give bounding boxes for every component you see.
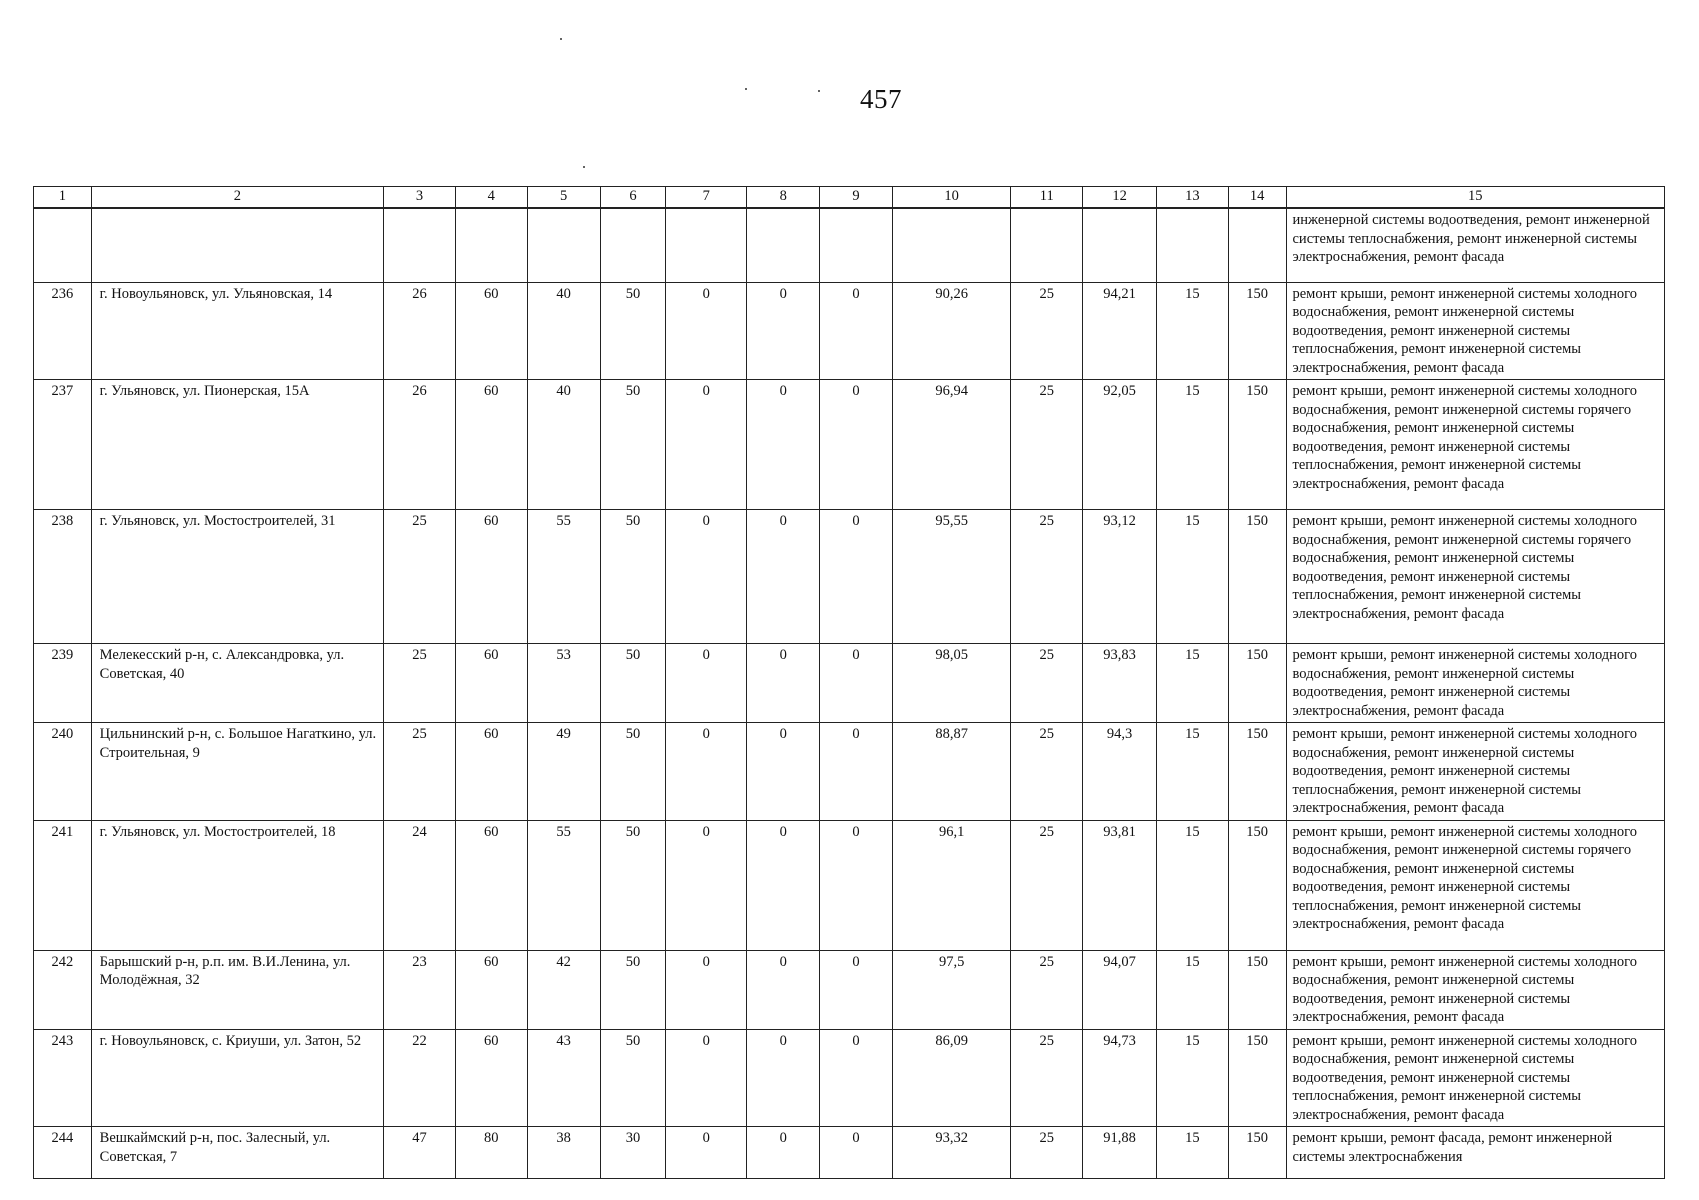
value-cell: 0 (747, 1029, 820, 1127)
value-cell: 0 (820, 820, 893, 950)
value-cell (1157, 208, 1229, 282)
address-cell: г. Ульяновск, ул. Пионерская, 15А (91, 380, 383, 510)
value-cell: 150 (1228, 644, 1286, 723)
value-cell: 50 (600, 510, 666, 644)
value-cell: 0 (820, 1127, 893, 1179)
value-cell: 60 (455, 282, 527, 380)
value-cell: 150 (1228, 1029, 1286, 1127)
scan-speck (745, 88, 747, 90)
row-number-cell: 242 (34, 950, 92, 1029)
row-number-cell: 237 (34, 380, 92, 510)
value-cell: 15 (1157, 380, 1229, 510)
value-cell: 50 (600, 723, 666, 821)
value-cell (527, 208, 600, 282)
value-cell: 40 (527, 282, 600, 380)
value-cell: 0 (666, 723, 747, 821)
column-header: 2 (91, 187, 383, 209)
value-cell: 0 (820, 950, 893, 1029)
value-cell: 25 (384, 723, 456, 821)
column-header: 1 (34, 187, 92, 209)
address-cell (91, 208, 383, 282)
value-cell (1083, 208, 1157, 282)
value-cell: 60 (455, 723, 527, 821)
address-cell: Барышский р-н, р.п. им. В.И.Ленина, ул. Молодёжная, 32 (91, 950, 383, 1029)
value-cell: 42 (527, 950, 600, 1029)
value-cell: 25 (1011, 723, 1083, 821)
value-cell: 94,21 (1083, 282, 1157, 380)
value-cell: 0 (747, 380, 820, 510)
value-cell: 90,26 (892, 282, 1010, 380)
value-cell: 47 (384, 1127, 456, 1179)
value-cell: 24 (384, 820, 456, 950)
value-cell: 25 (1011, 380, 1083, 510)
works-description-cell: ремонт крыши, ремонт инженерной системы холодного водоснабжения, ремонт инженерной системы горячего водоснабжения, ремонт инженерной системы водоотведения, ремонт инженерной системы теплоснабжения, ремонт инженерной системы электроснабжения, ремонт фасада (1286, 820, 1665, 950)
address-cell: Мелекесский р-н, с. Александровка, ул. Советская, 40 (91, 644, 383, 723)
table-row (34, 510, 1665, 644)
column-header: 13 (1157, 187, 1229, 209)
value-cell (1011, 208, 1083, 282)
address-cell: г. Ульяновск, ул. Мостостроителей, 31 (91, 510, 383, 644)
value-cell: 0 (666, 1029, 747, 1127)
value-cell: 50 (600, 820, 666, 950)
value-cell: 25 (1011, 510, 1083, 644)
column-header: 15 (1286, 187, 1665, 209)
works-description-cell: ремонт крыши, ремонт инженерной системы холодного водоснабжения, ремонт инженерной системы водоотведения, ремонт инженерной системы электроснабжения, ремонт фасада (1286, 644, 1665, 723)
value-cell (747, 208, 820, 282)
value-cell: 86,09 (892, 1029, 1010, 1127)
table-row (34, 950, 1665, 1029)
table-row (34, 1029, 1665, 1127)
value-cell: 25 (1011, 950, 1083, 1029)
value-cell: 15 (1157, 1029, 1229, 1127)
column-header: 8 (747, 187, 820, 209)
value-cell: 88,87 (892, 723, 1010, 821)
value-cell: 60 (455, 510, 527, 644)
value-cell: 60 (455, 950, 527, 1029)
address-cell: г. Новоульяновск, с. Криуши, ул. Затон, 52 (91, 1029, 383, 1127)
value-cell: 25 (384, 510, 456, 644)
value-cell: 92,05 (1083, 380, 1157, 510)
value-cell: 15 (1157, 282, 1229, 380)
row-number-cell (34, 208, 92, 282)
value-cell: 15 (1157, 510, 1229, 644)
column-header: 6 (600, 187, 666, 209)
value-cell: 91,88 (1083, 1127, 1157, 1179)
value-cell: 49 (527, 723, 600, 821)
column-header: 10 (892, 187, 1010, 209)
value-cell: 0 (747, 950, 820, 1029)
scan-speck (583, 166, 585, 168)
row-number-cell: 240 (34, 723, 92, 821)
value-cell: 0 (820, 380, 893, 510)
value-cell: 94,07 (1083, 950, 1157, 1029)
value-cell: 0 (820, 1029, 893, 1127)
row-number-cell: 236 (34, 282, 92, 380)
value-cell: 50 (600, 1029, 666, 1127)
value-cell (666, 208, 747, 282)
works-description-cell: ремонт крыши, ремонт инженерной системы холодного водоснабжения, ремонт инженерной системы водоотведения, ремонт инженерной системы теплоснабжения, ремонт инженерной системы электроснабжения, ремонт фасада (1286, 282, 1665, 380)
column-header: 9 (820, 187, 893, 209)
address-cell: г. Новоульяновск, ул. Ульяновская, 14 (91, 282, 383, 380)
value-cell: 94,3 (1083, 723, 1157, 821)
address-cell: Вешкаймский р-н, пос. Залесный, ул. Советская, 7 (91, 1127, 383, 1179)
value-cell: 150 (1228, 820, 1286, 950)
value-cell: 0 (747, 510, 820, 644)
column-header: 3 (384, 187, 456, 209)
value-cell: 25 (1011, 1127, 1083, 1179)
works-description-cell: инженерной системы водоотведения, ремонт инженерной системы теплоснабжения, ремонт инженерной системы электроснабжения, ремонт фасада (1286, 208, 1665, 282)
value-cell (600, 208, 666, 282)
column-header: 11 (1011, 187, 1083, 209)
value-cell: 0 (820, 644, 893, 723)
value-cell (384, 208, 456, 282)
table-row (34, 380, 1665, 510)
value-cell: 26 (384, 282, 456, 380)
value-cell (455, 208, 527, 282)
value-cell: 0 (666, 510, 747, 644)
value-cell: 150 (1228, 1127, 1286, 1179)
value-cell: 38 (527, 1127, 600, 1179)
value-cell: 22 (384, 1029, 456, 1127)
value-cell: 96,1 (892, 820, 1010, 950)
table-row (34, 1127, 1665, 1179)
value-cell: 0 (666, 950, 747, 1029)
value-cell: 94,73 (1083, 1029, 1157, 1127)
value-cell: 55 (527, 820, 600, 950)
column-header: 5 (527, 187, 600, 209)
value-cell: 0 (666, 644, 747, 723)
value-cell: 150 (1228, 282, 1286, 380)
value-cell: 15 (1157, 950, 1229, 1029)
value-cell (1228, 208, 1286, 282)
table-row (34, 208, 1665, 282)
table-row (34, 282, 1665, 380)
value-cell: 150 (1228, 380, 1286, 510)
value-cell: 25 (1011, 1029, 1083, 1127)
column-header: 4 (455, 187, 527, 209)
value-cell: 0 (666, 282, 747, 380)
value-cell: 50 (600, 644, 666, 723)
value-cell: 93,32 (892, 1127, 1010, 1179)
row-number-cell: 243 (34, 1029, 92, 1127)
value-cell: 23 (384, 950, 456, 1029)
value-cell: 50 (600, 380, 666, 510)
row-number-cell: 238 (34, 510, 92, 644)
column-header: 14 (1228, 187, 1286, 209)
value-cell: 50 (600, 282, 666, 380)
works-description-cell: ремонт крыши, ремонт инженерной системы холодного водоснабжения, ремонт инженерной системы водоотведения, ремонт инженерной системы электроснабжения, ремонт фасада (1286, 950, 1665, 1029)
value-cell: 15 (1157, 820, 1229, 950)
row-number-cell: 239 (34, 644, 92, 723)
value-cell: 0 (820, 723, 893, 821)
works-description-cell: ремонт крыши, ремонт инженерной системы холодного водоснабжения, ремонт инженерной системы водоотведения, ремонт инженерной системы теплоснабжения, ремонт инженерной системы электроснабжения, ремонт фасада (1286, 1029, 1665, 1127)
value-cell: 0 (747, 282, 820, 380)
works-description-cell: ремонт крыши, ремонт инженерной системы холодного водоснабжения, ремонт инженерной системы горячего водоснабжения, ремонт инженерной системы водоотведения, ремонт инженерной системы теплоснабжения, ремонт инженерной системы электроснабжения, ремонт фасада (1286, 380, 1665, 510)
value-cell: 43 (527, 1029, 600, 1127)
value-cell: 25 (384, 644, 456, 723)
value-cell: 15 (1157, 644, 1229, 723)
value-cell: 93,12 (1083, 510, 1157, 644)
value-cell: 0 (666, 380, 747, 510)
table-row (34, 644, 1665, 723)
value-cell: 80 (455, 1127, 527, 1179)
value-cell: 25 (1011, 282, 1083, 380)
column-header: 7 (666, 187, 747, 209)
works-description-cell: ремонт крыши, ремонт инженерной системы холодного водоснабжения, ремонт инженерной системы горячего водоснабжения, ремонт инженерной системы водоотведения, ремонт инженерной системы теплоснабжения, ремонт инженерной системы электроснабжения, ремонт фасада (1286, 510, 1665, 644)
table-header-row (34, 187, 1665, 209)
value-cell: 0 (747, 1127, 820, 1179)
value-cell: 150 (1228, 723, 1286, 821)
value-cell: 60 (455, 380, 527, 510)
value-cell (892, 208, 1010, 282)
table-row (34, 820, 1665, 950)
value-cell: 50 (600, 950, 666, 1029)
value-cell: 150 (1228, 510, 1286, 644)
value-cell: 95,55 (892, 510, 1010, 644)
value-cell: 150 (1228, 950, 1286, 1029)
address-cell: Цильнинский р-н, с. Большое Нагаткино, ул. Строительная, 9 (91, 723, 383, 821)
value-cell: 15 (1157, 723, 1229, 821)
value-cell: 40 (527, 380, 600, 510)
value-cell: 26 (384, 380, 456, 510)
page-number: 457 (860, 84, 902, 114)
value-cell: 15 (1157, 1127, 1229, 1179)
value-cell: 0 (820, 510, 893, 644)
value-cell: 98,05 (892, 644, 1010, 723)
value-cell: 0 (666, 820, 747, 950)
value-cell: 25 (1011, 644, 1083, 723)
value-cell: 0 (666, 1127, 747, 1179)
value-cell: 97,5 (892, 950, 1010, 1029)
data-table (33, 186, 1665, 1179)
value-cell: 93,83 (1083, 644, 1157, 723)
works-description-cell: ремонт крыши, ремонт инженерной системы холодного водоснабжения, ремонт инженерной системы водоотведения, ремонт инженерной системы теплоснабжения, ремонт инженерной системы электроснабжения, ремонт фасада (1286, 723, 1665, 821)
value-cell: 60 (455, 644, 527, 723)
column-header: 12 (1083, 187, 1157, 209)
value-cell: 96,94 (892, 380, 1010, 510)
value-cell: 0 (747, 644, 820, 723)
value-cell: 30 (600, 1127, 666, 1179)
value-cell: 60 (455, 1029, 527, 1127)
value-cell (820, 208, 893, 282)
value-cell: 53 (527, 644, 600, 723)
value-cell: 25 (1011, 820, 1083, 950)
value-cell: 93,81 (1083, 820, 1157, 950)
scan-speck (560, 38, 562, 40)
works-description-cell: ремонт крыши, ремонт фасада, ремонт инженерной системы электроснабжения (1286, 1127, 1665, 1179)
value-cell: 60 (455, 820, 527, 950)
value-cell: 0 (747, 820, 820, 950)
value-cell: 0 (820, 282, 893, 380)
value-cell: 0 (747, 723, 820, 821)
table-row (34, 723, 1665, 821)
scan-speck (818, 90, 820, 92)
row-number-cell: 241 (34, 820, 92, 950)
value-cell: 55 (527, 510, 600, 644)
address-cell: г. Ульяновск, ул. Мостостроителей, 18 (91, 820, 383, 950)
row-number-cell: 244 (34, 1127, 92, 1179)
